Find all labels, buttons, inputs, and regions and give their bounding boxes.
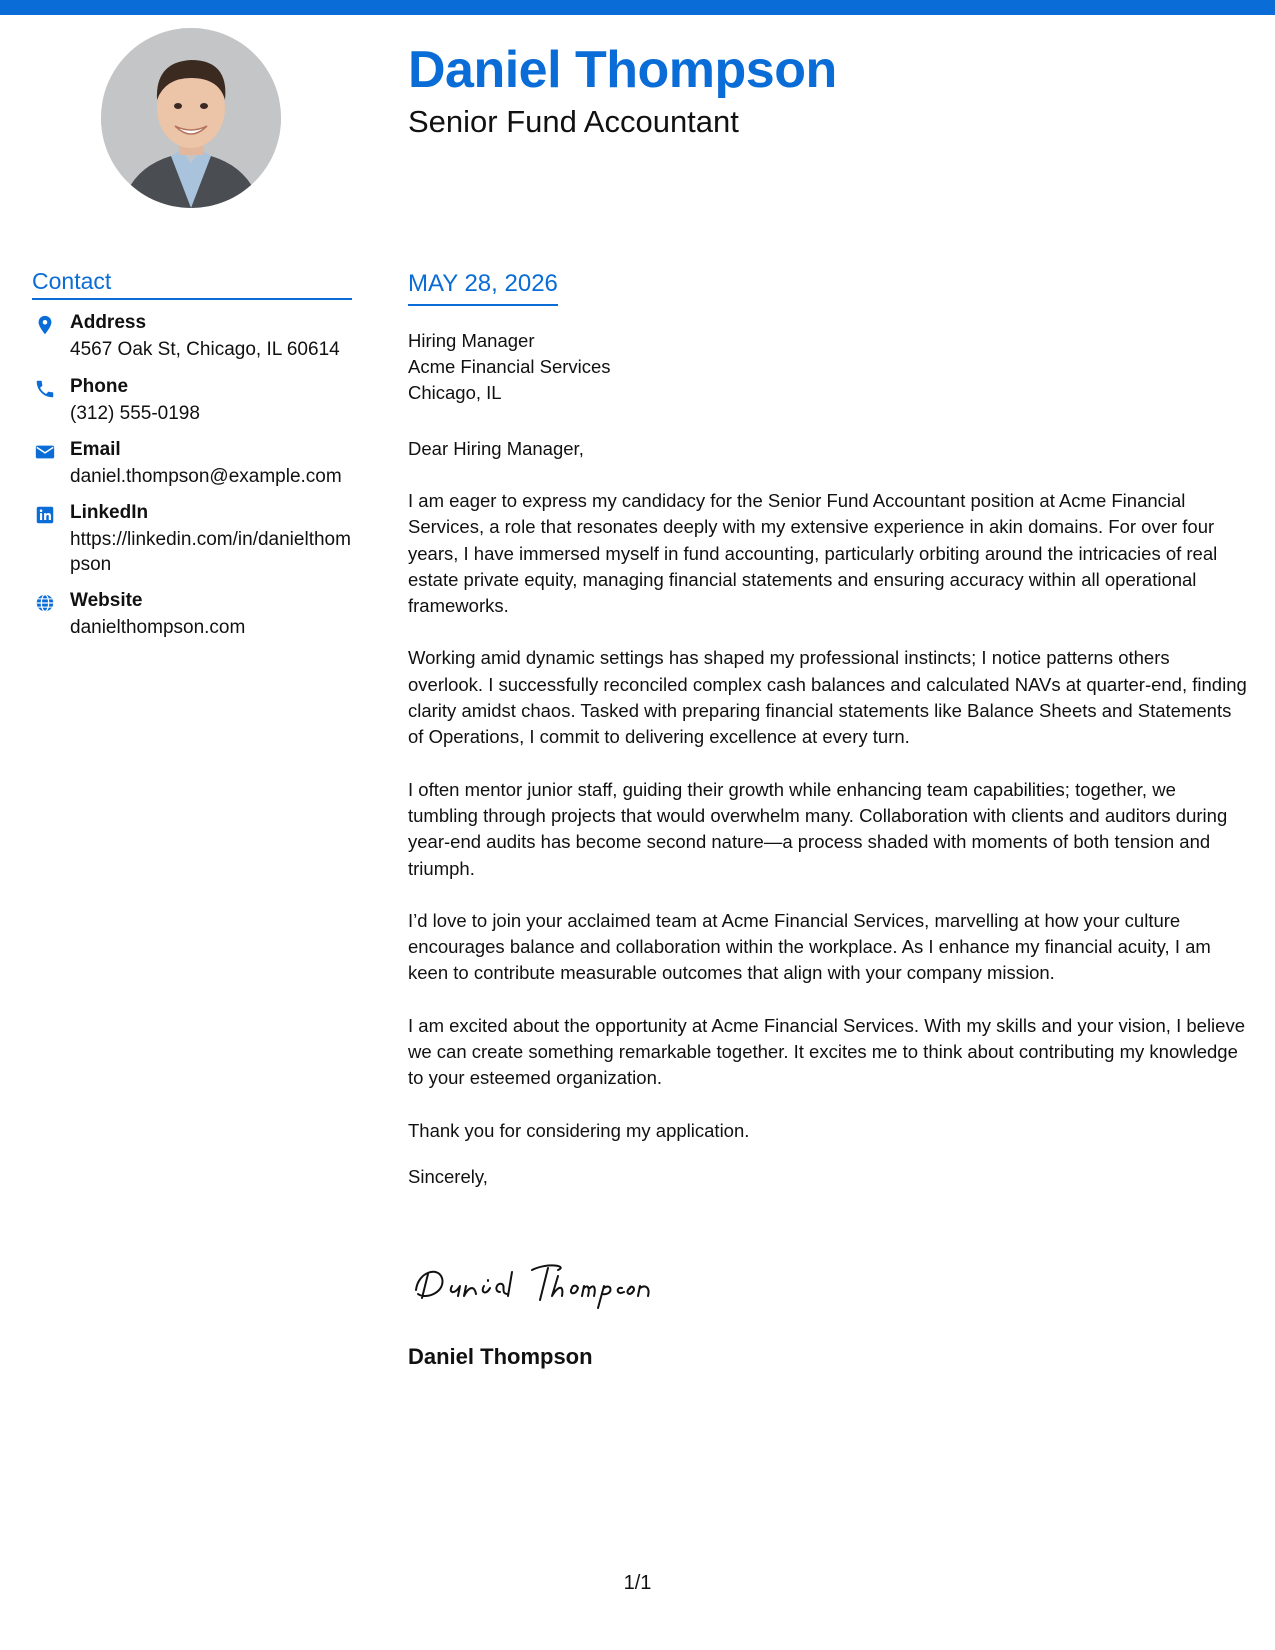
globe-icon [34,592,56,614]
letter-body [408,488,1248,1170]
recipient-block [408,328,611,406]
contact-label: Address [70,312,147,333]
body-paragraph: I’d love to join your acclaimed team at Acme Financial Services, marvelling at how your culture encourages balance and collaboration within the workplace. As I enhance my financial acuity, I am keen to contribute measurable outcomes that align with your company mission. [408,909,1211,984]
contact-label: Website [70,590,143,611]
candidate-name: Daniel Thompson [408,41,837,99]
contact-value: danielthompson.com [70,617,246,638]
contact-heading: Contact [32,268,352,300]
greeting: Dear Hiring Manager, [408,438,584,459]
contact-label: Email [70,439,121,460]
closing: Sincerely, [408,1166,488,1187]
contact-label: LinkedIn [70,502,149,523]
body-paragraph: I am excited about the opportunity at Acme Financial Services. With my skills and your vision, I believe we can create something remarkable together. It excites me to think about contributing my knowledge to your esteemed organization. [408,1014,1245,1089]
linkedin-icon [34,504,56,526]
recipient-company: Acme Financial Services [408,356,611,377]
page-number: 1/1 [623,1572,652,1594]
signer-name: Daniel Thompson [408,1344,593,1369]
recipient-name: Hiring Manager [408,330,535,351]
map-pin-icon [34,314,56,336]
contact-value: daniel.thompson@example.com [70,466,342,487]
body-paragraph: Working amid dynamic settings has shaped my professional instincts; I notice patterns others overlook. I successfully reconciled complex cash balances and calculated NAVs at quarter-end, finding clarity amidst chaos. Tasked with preparing financial statements like Balance Sheets and Statements of Operations, I commit to delivering excellence at every turn. [408,647,1247,748]
top-accent-bar [0,0,1275,15]
envelope-icon [34,441,56,463]
contact-value: 4567 Oak St, Chicago, IL 60614 [70,339,340,360]
letter-date: MAY 28, 2026 [408,270,558,306]
contact-value: (312) 555-0198 [70,403,200,424]
avatar [101,28,281,208]
body-paragraph: Thank you for considering my application. [408,1119,750,1141]
job-title: Senior Fund Accountant [408,104,739,139]
handwritten-signature [408,1252,668,1312]
contact-label: Phone [70,376,129,397]
body-paragraph: I am eager to express my candidacy for the Senior Fund Accountant position at Acme Financial Services, a role that resonates deeply with my extensive experience in akin domains. For over four years, I have immersed myself in fund accounting, particularly orbiting around the intricacies of real estate private equity, managing financial statements and ensuring accuracy within all operational frameworks. [408,490,1218,617]
body-paragraph: I often mentor junior staff, guiding their growth while enhancing team capabilities; together, we tumbling through projects that would overwhelm many. Collaboration with clients and auditors during year-end audits has become second nature—a process shaded with moments of both tension and triumph. [408,778,1228,879]
contact-value: https://linkedin.com/in/danielthompson [70,529,351,575]
recipient-location: Chicago, IL [408,382,502,403]
phone-icon [34,378,56,400]
